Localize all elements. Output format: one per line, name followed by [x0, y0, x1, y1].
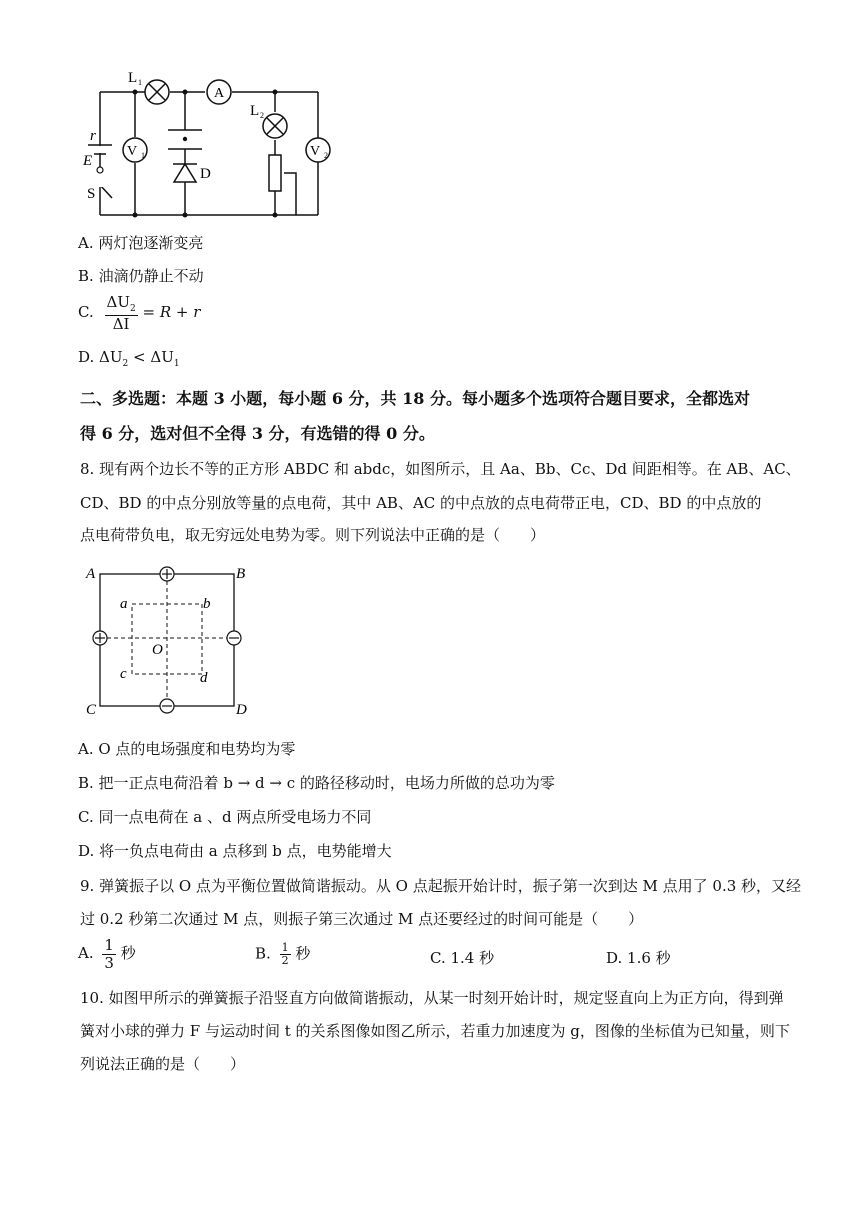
svg-text:O: O: [152, 642, 163, 658]
svg-text:2: 2: [324, 151, 328, 160]
svg-text:V: V: [126, 144, 138, 159]
lamp-l1-icon: [145, 80, 169, 104]
svg-text:2: 2: [260, 111, 264, 120]
q8-stem-line2: CD、BD 的中点分别放等量的点电荷，其中 AB、AC 的中点放的点电荷带正电，CD、BD 的中点放的: [80, 494, 762, 512]
q8-stem-line3: 点电荷带负电，取无穷远处电势为零。则下列说法中正确的是（ ）: [80, 526, 546, 544]
svg-text:D: D: [236, 702, 247, 718]
svg-text:r: r: [90, 128, 96, 144]
svg-text:d: d: [200, 670, 208, 686]
q7-option-d: D. $\Delta U_2 < \Delta U_1$: [78, 348, 180, 369]
q9-option-d: D. 1.6 秒: [606, 949, 671, 967]
svg-text:a: a: [120, 596, 128, 612]
q10-stem-line2: 簧对小球的弹力 F 与运动时间 t 的关系图像如图乙所示，若重力加速度为 g，图像的坐标值为已知量，则下: [80, 1022, 790, 1040]
q7-option-c: C. $\frac{\Delta U_2}{\Delta I}$ = R + r: [78, 293, 201, 333]
q10-stem-line3: 列说法正确的是（ ）: [80, 1055, 246, 1073]
q8-option-b: B. 把一正点电荷沿着 b → d → c 的路径移动时，电场力所做的总功为零: [78, 774, 555, 792]
negative-charge-bottom: [160, 699, 174, 713]
q8-option-c: C. 同一点电荷在 a 、d 两点所受电场力不同: [78, 808, 372, 826]
svg-text:E: E: [83, 153, 93, 169]
svg-text:D: D: [200, 166, 211, 182]
q9-option-a: A. $\frac{1}{3}$ 秒: [78, 936, 136, 972]
circuit-diagram: [70, 60, 340, 225]
svg-text:V: V: [309, 144, 321, 159]
q9-option-b: B. $\frac{1}{2}$ 秒: [255, 941, 311, 968]
svg-text:1: 1: [138, 78, 142, 87]
q7-option-b: B. 油滴仍静止不动: [78, 267, 204, 285]
positive-charge-top: [160, 567, 174, 581]
lamp-l2-icon: [263, 114, 287, 138]
svg-text:b: b: [203, 596, 211, 612]
ammeter-label: A: [213, 86, 225, 101]
section2-heading-line2: 得 6 分，选对但不全得 3 分，有选错的得 0 分。: [80, 424, 435, 443]
square-charges-figure: [80, 560, 260, 720]
svg-text:C: C: [86, 702, 97, 718]
q9-stem-line1: 9. 弹簧振子以 O 点为平衡位置做简谐振动。从 O 点起振开始计时，振子第一次到达 M 点用了 0.3 秒，又经: [80, 877, 802, 895]
q8-option-d: D. 将一负点电荷由 a 点移到 b 点，电势能增大: [78, 842, 392, 860]
q8-option-a: A. O 点的电场强度和电势均为零: [78, 740, 296, 758]
svg-text:1: 1: [141, 151, 145, 160]
positive-charge-left: [93, 631, 107, 645]
svg-text:L: L: [250, 103, 260, 119]
svg-text:L: L: [128, 70, 138, 86]
q9-stem-line2: 过 0.2 秒第二次通过 M 点，则振子第三次通过 M 点还要经过的时间可能是（ ）: [80, 910, 644, 928]
q7-option-a: A. 两灯泡逐渐变亮: [78, 234, 204, 252]
svg-text:A: A: [86, 566, 96, 582]
svg-text:B: B: [236, 566, 246, 582]
section2-heading-line1: 二、多选题：本题 3 小题，每小题 6 分，共 18 分。每小题多个选项符合题目要求，全都选对: [80, 389, 750, 408]
q9-option-c: C. 1.4 秒: [430, 949, 495, 967]
q10-stem-line1: 10. 如图甲所示的弹簧振子沿竖直方向做简谐振动，从某一时刻开始计时，规定竖直向上为正方向，得到弹: [80, 989, 784, 1007]
negative-charge-right: [227, 631, 241, 645]
q8-stem-line1: 8. 现有两个边长不等的正方形 ABDC 和 abdc，如图所示，且 Aa、Bb、Cc、Dd 间距相等。在 AB、AC、: [80, 460, 801, 478]
svg-text:c: c: [120, 666, 127, 682]
svg-text:S: S: [87, 186, 96, 202]
